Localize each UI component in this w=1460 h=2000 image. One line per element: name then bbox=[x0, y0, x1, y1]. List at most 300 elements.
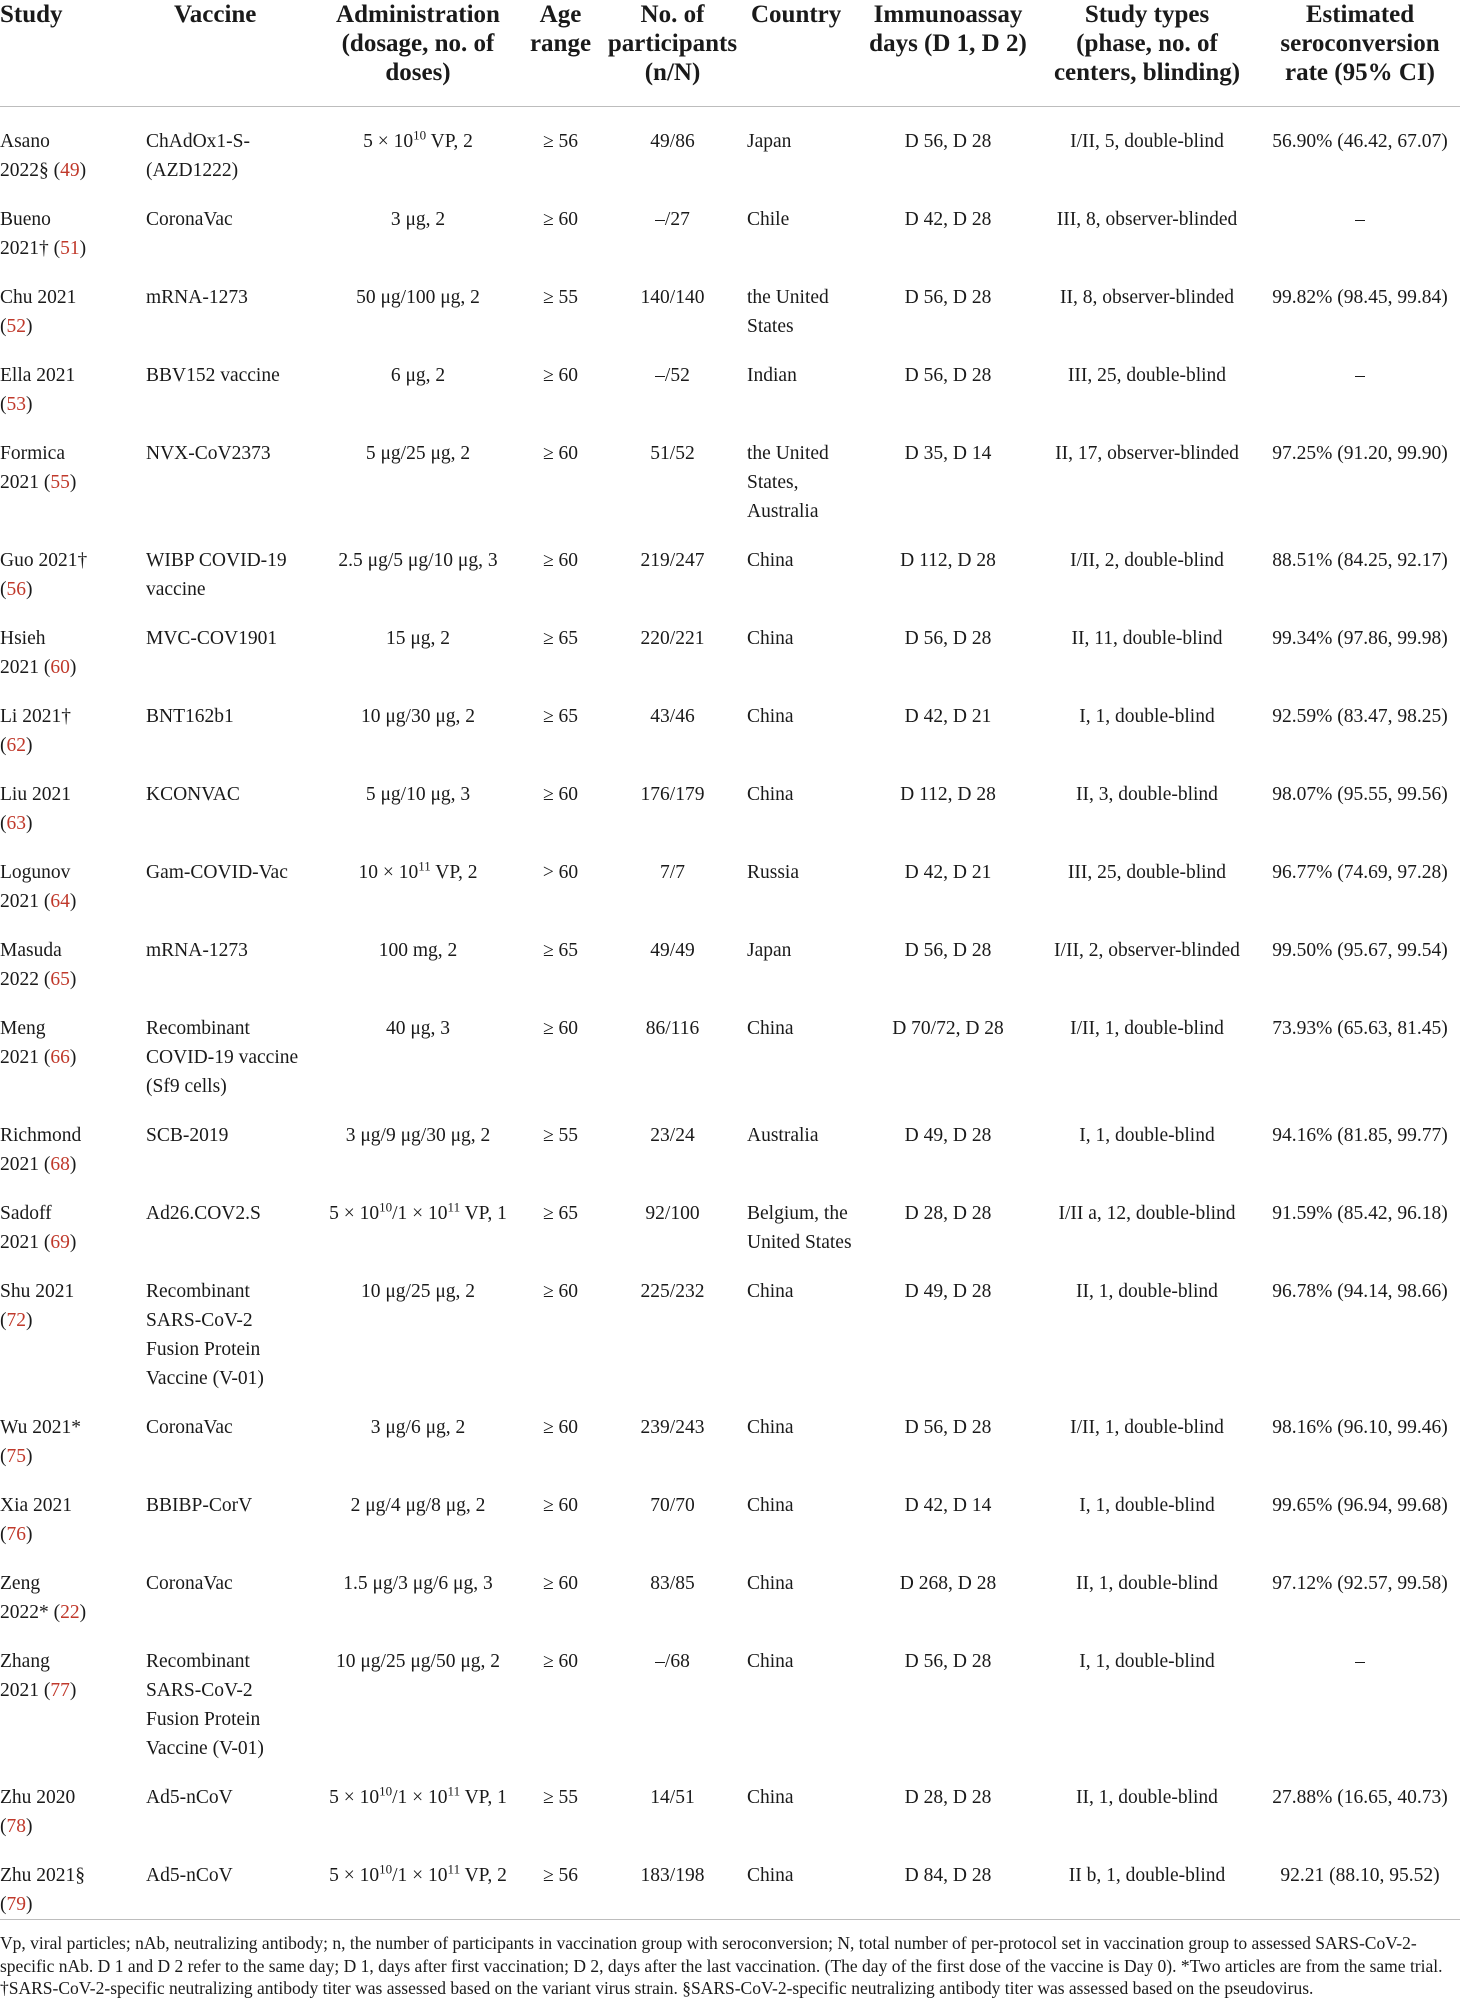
cell-study bbox=[0, 838, 146, 916]
cell-participants: –/68 bbox=[655, 1651, 690, 1672]
cell-study-types: II, 17, observer-blinded bbox=[1055, 443, 1239, 464]
cell-seroconversion-rate: 99.82% (98.45, 99.84) bbox=[1272, 287, 1448, 308]
cell-study-types: III, 8, observer-blinded bbox=[1056, 209, 1238, 230]
study-author: Formica bbox=[0, 443, 65, 464]
cell-seroconversion-rate: 97.25% (91.20, 99.90) bbox=[1272, 443, 1448, 464]
reference-link[interactable]: 64 bbox=[50, 891, 70, 912]
table-row bbox=[0, 1549, 1460, 1627]
cell-age-range: ≥ 60 bbox=[542, 1651, 579, 1672]
cell-study-types: I/II, 1, double-blind bbox=[1070, 1417, 1224, 1438]
reference-link[interactable]: 72 bbox=[6, 1310, 26, 1331]
cell-seroconversion-rate: 96.77% (74.69, 97.28) bbox=[1272, 862, 1448, 883]
cell-participants: 86/116 bbox=[645, 1018, 700, 1039]
cell-country: Australia bbox=[747, 1125, 819, 1146]
cell-study-types: II, 1, double-blind bbox=[1076, 1573, 1218, 1594]
cell-seroconversion-rate: 73.93% (65.63, 81.45) bbox=[1272, 1018, 1448, 1039]
cell-seroconversion-rate: 27.88% (16.65, 40.73) bbox=[1272, 1787, 1448, 1808]
cell-study bbox=[0, 1627, 146, 1763]
cell-vaccine: CoronaVac bbox=[146, 1417, 233, 1438]
cell-seroconversion-rate: 94.16% (81.85, 99.77) bbox=[1272, 1125, 1448, 1146]
cell-administration: 3 μg/6 μg, 2 bbox=[370, 1417, 466, 1438]
header-country: Country bbox=[747, 0, 862, 107]
table-row bbox=[0, 341, 1460, 419]
study-ref-close: ) bbox=[69, 891, 77, 912]
dose-exponent: 10 bbox=[379, 1861, 393, 1877]
study-ref-close: ) bbox=[69, 472, 77, 493]
cell-study-types: II, 1, double-blind bbox=[1076, 1787, 1218, 1808]
cell-vaccine: CoronaVac bbox=[146, 209, 233, 230]
cell-age-range: ≥ 55 bbox=[542, 1787, 579, 1808]
header-age-range: Age range bbox=[523, 0, 598, 107]
cell-administration bbox=[313, 107, 523, 186]
study-year: ( bbox=[0, 394, 7, 415]
cell-country: China bbox=[747, 1787, 794, 1808]
cell-study-types: II, 3, double-blind bbox=[1076, 784, 1218, 805]
cell-participants: 51/52 bbox=[650, 443, 695, 464]
cell-administration: 10 μg/25 μg, 2 bbox=[360, 1281, 476, 1302]
study-year: ( bbox=[0, 735, 7, 756]
cell-study bbox=[0, 526, 146, 604]
dose-base: 10 × 10 bbox=[358, 862, 419, 883]
study-author: Chu 2021 bbox=[0, 287, 77, 308]
study-author: Zhu 2020 bbox=[0, 1787, 76, 1808]
cell-administration: 15 μg, 2 bbox=[385, 628, 451, 649]
cell-country: China bbox=[747, 550, 794, 571]
cell-vaccine: Recombinant SARS-CoV-2 Fusion Protein Vaccine (V-01) bbox=[146, 1281, 264, 1389]
reference-link[interactable]: 79 bbox=[6, 1894, 26, 1915]
study-ref-close: ) bbox=[79, 1602, 87, 1623]
dose-count: VP, 1 bbox=[460, 1203, 507, 1224]
cell-vaccine: NVX-CoV2373 bbox=[146, 443, 271, 464]
study-year: 2021 ( bbox=[0, 1232, 51, 1253]
reference-link[interactable]: 65 bbox=[50, 969, 70, 990]
cell-participants: 220/221 bbox=[640, 628, 705, 649]
cell-participants: 83/85 bbox=[650, 1573, 695, 1594]
dose-count: VP, 1 bbox=[460, 1787, 507, 1808]
dose-exponent: 10 bbox=[379, 1199, 393, 1215]
dose-base: 5 × 10 bbox=[329, 1865, 380, 1886]
study-ref-close: ) bbox=[69, 1154, 77, 1175]
reference-link[interactable]: 49 bbox=[60, 160, 80, 181]
table-row bbox=[0, 994, 1460, 1101]
table-row bbox=[0, 1179, 1460, 1257]
reference-link[interactable]: 76 bbox=[6, 1524, 26, 1545]
cell-seroconversion-rate: 92.21 (88.10, 95.52) bbox=[1280, 1865, 1440, 1886]
table-row bbox=[0, 419, 1460, 526]
cell-immunoassay-days: D 42, D 21 bbox=[904, 862, 992, 883]
cell-age-range: ≥ 65 bbox=[542, 706, 579, 727]
dose-base: 5 × 10 bbox=[329, 1787, 380, 1808]
cell-study bbox=[0, 1841, 146, 1920]
cell-immunoassay-days: D 28, D 28 bbox=[904, 1203, 992, 1224]
dose-exponent: 10 bbox=[413, 127, 427, 143]
table-row bbox=[0, 1763, 1460, 1841]
study-ref-close: ) bbox=[26, 1446, 33, 1467]
cell-seroconversion-rate: – bbox=[1355, 1651, 1365, 1672]
dose-base: 5 × 10 bbox=[329, 1203, 380, 1224]
cell-participants: 239/243 bbox=[640, 1417, 705, 1438]
reference-link[interactable]: 66 bbox=[50, 1047, 70, 1068]
study-author: Zhu 2021§ bbox=[0, 1865, 86, 1886]
cell-study-types: I/II, 2, observer-blinded bbox=[1054, 940, 1240, 961]
cell-age-range: ≥ 60 bbox=[542, 365, 579, 386]
reference-link[interactable]: 78 bbox=[6, 1816, 26, 1837]
study-author: Li 2021† bbox=[0, 706, 71, 727]
cell-seroconversion-rate: 99.50% (95.67, 99.54) bbox=[1272, 940, 1448, 961]
cell-age-range: > 60 bbox=[542, 862, 579, 883]
study-author: Liu 2021 bbox=[0, 784, 71, 805]
reference-link[interactable]: 68 bbox=[50, 1154, 70, 1175]
study-ref-close: ) bbox=[26, 813, 33, 834]
dose-base: 5 × 10 bbox=[363, 131, 414, 152]
cell-immunoassay-days: D 42, D 28 bbox=[904, 209, 992, 230]
cell-study bbox=[0, 1179, 146, 1257]
cell-vaccine: BNT162b1 bbox=[146, 706, 234, 727]
study-ref-close: ) bbox=[26, 316, 33, 337]
dose-exponent-2: 11 bbox=[447, 1783, 461, 1799]
study-year: ( bbox=[0, 1816, 7, 1837]
cell-vaccine: ChAdOx1-S-(AZD1222) bbox=[146, 131, 251, 181]
cell-immunoassay-days: D 56, D 28 bbox=[904, 287, 992, 308]
cell-seroconversion-rate: 97.12% (92.57, 99.58) bbox=[1272, 1573, 1448, 1594]
cell-age-range: ≥ 60 bbox=[542, 1018, 579, 1039]
cell-age-range: ≥ 56 bbox=[542, 1865, 579, 1886]
cell-study bbox=[0, 1257, 146, 1393]
cell-seroconversion-rate: 98.07% (95.55, 99.56) bbox=[1272, 784, 1448, 805]
table-header bbox=[0, 0, 1460, 107]
study-year: 2022* ( bbox=[0, 1602, 61, 1623]
cell-immunoassay-days: D 268, D 28 bbox=[899, 1573, 997, 1594]
header-study-types: Study types (phase, no. of centers, blinding) bbox=[1034, 0, 1260, 107]
cell-study bbox=[0, 107, 146, 186]
table-row bbox=[0, 1393, 1460, 1471]
reference-link[interactable]: 63 bbox=[6, 813, 26, 834]
cell-study-types: I, 1, double-blind bbox=[1079, 706, 1215, 727]
cell-country: China bbox=[747, 706, 794, 727]
cell-age-range: ≥ 55 bbox=[542, 1125, 579, 1146]
header-vaccine: Vaccine bbox=[146, 0, 313, 107]
cell-administration bbox=[313, 838, 523, 916]
cell-participants: 14/51 bbox=[650, 1787, 695, 1808]
cell-age-range: ≥ 56 bbox=[542, 131, 579, 152]
study-author: Shu 2021 bbox=[0, 1281, 75, 1302]
cell-vaccine: Ad26.COV2.S bbox=[146, 1203, 261, 1224]
table-row bbox=[0, 682, 1460, 760]
cell-study-types: III, 25, double-blind bbox=[1067, 862, 1227, 883]
cell-vaccine: Ad5-nCoV bbox=[146, 1787, 233, 1808]
header-row bbox=[0, 0, 1460, 107]
cell-vaccine: MVC-COV1901 bbox=[146, 628, 278, 649]
cell-participants: 92/100 bbox=[645, 1203, 700, 1224]
cell-administration bbox=[313, 1841, 523, 1920]
cell-immunoassay-days: D 70/72, D 28 bbox=[892, 1018, 1004, 1039]
cell-vaccine: CoronaVac bbox=[146, 1573, 233, 1594]
study-year: 2021 ( bbox=[0, 1154, 51, 1175]
cell-seroconversion-rate: 88.51% (84.25, 92.17) bbox=[1272, 550, 1448, 571]
cell-age-range: ≥ 65 bbox=[542, 1203, 579, 1224]
cell-study bbox=[0, 682, 146, 760]
cell-vaccine: mRNA-1273 bbox=[146, 287, 248, 308]
cell-study-types: I, 1, double-blind bbox=[1079, 1651, 1215, 1672]
header-administration: Administration (dosage, no. of doses) bbox=[313, 0, 523, 107]
table-footer bbox=[0, 1920, 1460, 2000]
study-author: Meng bbox=[0, 1018, 46, 1039]
cell-immunoassay-days: D 28, D 28 bbox=[904, 1787, 992, 1808]
cell-administration bbox=[313, 1179, 523, 1257]
study-ref-close: ) bbox=[69, 969, 77, 990]
cell-seroconversion-rate: 92.59% (83.47, 98.25) bbox=[1272, 706, 1448, 727]
cell-participants: –/52 bbox=[655, 365, 690, 386]
reference-link[interactable]: 62 bbox=[6, 735, 26, 756]
cell-study bbox=[0, 419, 146, 526]
cell-administration: 6 μg, 2 bbox=[390, 365, 446, 386]
header-study: Study bbox=[0, 0, 146, 107]
study-year: 2021† ( bbox=[0, 238, 61, 259]
cell-age-range: ≥ 60 bbox=[542, 1573, 579, 1594]
cell-country: China bbox=[747, 1573, 794, 1594]
cell-country: Russia bbox=[747, 862, 800, 883]
reference-link[interactable]: 77 bbox=[50, 1680, 70, 1701]
study-author: Bueno bbox=[0, 209, 51, 230]
cell-seroconversion-rate: 99.65% (96.94, 99.68) bbox=[1272, 1495, 1448, 1516]
cell-country: China bbox=[747, 1651, 794, 1672]
reference-link[interactable]: 52 bbox=[6, 316, 26, 337]
cell-administration bbox=[313, 1763, 523, 1841]
cell-seroconversion-rate: 99.34% (97.86, 99.98) bbox=[1272, 628, 1448, 649]
cell-vaccine: mRNA-1273 bbox=[146, 940, 248, 961]
study-year: ( bbox=[0, 813, 7, 834]
study-ref-close: ) bbox=[26, 1310, 33, 1331]
study-ref-close: ) bbox=[26, 1524, 33, 1545]
cell-study-types: I/II, 5, double-blind bbox=[1070, 131, 1224, 152]
cell-immunoassay-days: D 49, D 28 bbox=[904, 1281, 992, 1302]
cell-immunoassay-days: D 56, D 28 bbox=[904, 131, 992, 152]
cell-study bbox=[0, 341, 146, 419]
cell-study-types: I/II, 2, double-blind bbox=[1070, 550, 1224, 571]
cell-administration: 10 μg/30 μg, 2 bbox=[360, 706, 476, 727]
cell-vaccine: Recombinant SARS-CoV-2 Fusion Protein Vaccine (V-01) bbox=[146, 1651, 264, 1759]
study-year: 2021 ( bbox=[0, 1047, 51, 1068]
cell-study-types: I, 1, double-blind bbox=[1079, 1125, 1215, 1146]
cell-vaccine: Recombinant COVID-19 vaccine (Sf9 cells) bbox=[146, 1018, 299, 1097]
dose-base-2: /1 × 10 bbox=[392, 1787, 448, 1808]
cell-study-types: II, 1, double-blind bbox=[1076, 1281, 1218, 1302]
table-row bbox=[0, 604, 1460, 682]
cell-age-range: ≥ 65 bbox=[542, 628, 579, 649]
cell-administration: 10 μg/25 μg/50 μg, 2 bbox=[335, 1651, 501, 1672]
cell-immunoassay-days: D 56, D 28 bbox=[904, 628, 992, 649]
cell-administration: 2.5 μg/5 μg/10 μg, 3 bbox=[338, 550, 498, 571]
dose-count: VP, 2 bbox=[426, 131, 473, 152]
cell-participants: 7/7 bbox=[660, 862, 685, 883]
cell-participants: 176/179 bbox=[640, 784, 705, 805]
study-ref-close: ) bbox=[26, 579, 33, 600]
table-row bbox=[0, 1101, 1460, 1179]
cell-study bbox=[0, 916, 146, 994]
study-ref-close: ) bbox=[69, 657, 77, 678]
cell-seroconversion-rate: 56.90% (46.42, 67.07) bbox=[1272, 131, 1448, 152]
table-row bbox=[0, 916, 1460, 994]
cell-age-range: ≥ 65 bbox=[542, 940, 579, 961]
study-author: Richmond bbox=[0, 1125, 82, 1146]
study-year: 2021 ( bbox=[0, 891, 51, 912]
cell-study-types: II, 11, double-blind bbox=[1071, 628, 1223, 649]
cell-seroconversion-rate: – bbox=[1355, 365, 1365, 386]
cell-seroconversion-rate: 96.78% (94.14, 98.66) bbox=[1272, 1281, 1448, 1302]
study-ref-close: ) bbox=[79, 160, 87, 181]
dose-exponent: 11 bbox=[418, 858, 431, 874]
study-year: ( bbox=[0, 1310, 7, 1331]
study-author: Guo 2021† bbox=[0, 550, 88, 571]
study-year: ( bbox=[0, 316, 7, 337]
cell-study bbox=[0, 1101, 146, 1179]
study-year: ( bbox=[0, 1524, 7, 1545]
table-row bbox=[0, 185, 1460, 263]
study-author: Logunov bbox=[0, 862, 71, 883]
table-row bbox=[0, 526, 1460, 604]
cell-immunoassay-days: D 42, D 14 bbox=[904, 1495, 992, 1516]
cell-vaccine: Gam-COVID-Vac bbox=[146, 862, 288, 883]
cell-immunoassay-days: D 84, D 28 bbox=[904, 1865, 992, 1886]
dose-exponent-2: 11 bbox=[447, 1199, 461, 1215]
cell-participants: 49/86 bbox=[650, 131, 695, 152]
cell-immunoassay-days: D 56, D 28 bbox=[904, 940, 992, 961]
study-year: ( bbox=[0, 579, 7, 600]
study-author: Zeng bbox=[0, 1573, 41, 1594]
table-row bbox=[0, 107, 1460, 186]
cell-immunoassay-days: D 35, D 14 bbox=[904, 443, 992, 464]
study-year: 2021 ( bbox=[0, 1680, 51, 1701]
reference-link[interactable]: 60 bbox=[50, 657, 70, 678]
cell-country: China bbox=[747, 628, 794, 649]
cell-immunoassay-days: D 49, D 28 bbox=[904, 1125, 992, 1146]
reference-link[interactable]: 69 bbox=[50, 1232, 70, 1253]
reference-link[interactable]: 75 bbox=[6, 1446, 26, 1467]
cell-immunoassay-days: D 56, D 28 bbox=[904, 365, 992, 386]
study-year: ( bbox=[0, 1894, 7, 1915]
cell-administration: 5 μg/10 μg, 3 bbox=[365, 784, 471, 805]
cell-administration: 100 mg, 2 bbox=[378, 940, 458, 961]
cell-age-range: ≥ 55 bbox=[542, 287, 579, 308]
study-author: Wu 2021* bbox=[0, 1417, 81, 1438]
header-immunoassay-days: Immunoassay days (D 1, D 2) bbox=[862, 0, 1034, 107]
study-author: Hsieh bbox=[0, 628, 46, 649]
table-row bbox=[0, 1257, 1460, 1393]
cell-administration: 50 μg/100 μg, 2 bbox=[356, 287, 480, 308]
cell-participants: 49/49 bbox=[650, 940, 695, 961]
study-year: 2021 ( bbox=[0, 657, 51, 678]
cell-study bbox=[0, 1549, 146, 1627]
reference-link[interactable]: 22 bbox=[60, 1602, 80, 1623]
cell-country: Japan bbox=[747, 940, 792, 961]
cell-country: China bbox=[747, 1495, 794, 1516]
study-year: 2022 ( bbox=[0, 969, 51, 990]
cell-participants: 183/198 bbox=[640, 1865, 705, 1886]
cell-study-types: II, 8, observer-blinded bbox=[1060, 287, 1234, 308]
cell-vaccine: KCONVAC bbox=[146, 784, 240, 805]
cell-country: China bbox=[747, 784, 794, 805]
reference-link[interactable]: 55 bbox=[50, 472, 70, 493]
study-author: Zhang bbox=[0, 1651, 50, 1672]
cell-study bbox=[0, 1763, 146, 1841]
cell-country: Indian bbox=[747, 365, 797, 386]
study-author: Ella 2021 bbox=[0, 365, 76, 386]
cell-country: China bbox=[747, 1018, 794, 1039]
cell-country: China bbox=[747, 1865, 794, 1886]
cell-study-types: II b, 1, double-blind bbox=[1068, 1865, 1226, 1886]
cell-vaccine: Ad5-nCoV bbox=[146, 1865, 233, 1886]
table-row bbox=[0, 1471, 1460, 1549]
cell-study bbox=[0, 760, 146, 838]
cell-study bbox=[0, 1471, 146, 1549]
cell-participants: 140/140 bbox=[640, 287, 705, 308]
study-ref-close: ) bbox=[26, 735, 33, 756]
table-row bbox=[0, 838, 1460, 916]
dose-base-2: /1 × 10 bbox=[392, 1203, 448, 1224]
cell-immunoassay-days: D 112, D 28 bbox=[900, 550, 996, 571]
reference-link[interactable]: 56 bbox=[6, 579, 26, 600]
cell-country: China bbox=[747, 1281, 794, 1302]
table-body bbox=[0, 107, 1460, 1920]
header-participants: No. of participants (n/N) bbox=[598, 0, 747, 107]
cell-administration: 3 μg/9 μg/30 μg, 2 bbox=[345, 1125, 491, 1146]
footnote: Vp, viral particles; nAb, neutralizing antibody; n, the number of participants in vaccination group with seroconversion; N, total number of per-protocol set in vaccination group to assessed SARS-CoV-2-specific nAb. D 1 and D 2 refer to the same day; D 1, days after first vaccination; D 2, days after the last vaccination. (The day of the first dose of the vaccine is Day 0). *Two articles are from the same trial. †SARS-CoV-2-specific neutralizing antibody titer was assessed based on the variant virus strain. §SARS-CoV-2-specific neutralizing antibody titer was assessed based on the pseudovirus. bbox=[0, 1920, 1460, 2000]
cell-country: Belgium, the United States bbox=[747, 1203, 852, 1253]
cell-age-range: ≥ 60 bbox=[542, 550, 579, 571]
cell-age-range: ≥ 60 bbox=[542, 784, 579, 805]
cell-administration: 2 μg/4 μg/8 μg, 2 bbox=[350, 1495, 486, 1516]
dose-count: VP, 2 bbox=[430, 862, 478, 883]
reference-link[interactable]: 51 bbox=[60, 238, 80, 259]
cell-age-range: ≥ 60 bbox=[542, 1495, 579, 1516]
cell-participants: 43/46 bbox=[650, 706, 695, 727]
study-ref-close: ) bbox=[26, 1816, 33, 1837]
study-author: Masuda bbox=[0, 940, 62, 961]
cell-participants: –/27 bbox=[655, 209, 690, 230]
study-ref-close: ) bbox=[69, 1680, 77, 1701]
cell-administration: 1.5 μg/3 μg/6 μg, 3 bbox=[343, 1573, 493, 1594]
cell-immunoassay-days: D 56, D 28 bbox=[904, 1417, 992, 1438]
cell-administration: 3 μg, 2 bbox=[390, 209, 446, 230]
table-row bbox=[0, 1841, 1460, 1920]
table-row bbox=[0, 760, 1460, 838]
cell-study bbox=[0, 263, 146, 341]
dose-exponent: 10 bbox=[379, 1783, 393, 1799]
dose-exponent-2: 11 bbox=[447, 1861, 461, 1877]
cell-immunoassay-days: D 42, D 21 bbox=[904, 706, 992, 727]
table-row bbox=[0, 1627, 1460, 1763]
table-row bbox=[0, 263, 1460, 341]
cell-age-range: ≥ 60 bbox=[542, 443, 579, 464]
cell-country: the United States, Australia bbox=[747, 443, 829, 522]
cell-seroconversion-rate: 91.59% (85.42, 96.18) bbox=[1272, 1203, 1448, 1224]
study-year: 2022§ ( bbox=[0, 160, 61, 181]
cell-participants: 70/70 bbox=[650, 1495, 695, 1516]
cell-study-types: I/II a, 12, double-blind bbox=[1058, 1203, 1236, 1224]
cell-participants: 219/247 bbox=[640, 550, 705, 571]
cell-participants: 225/232 bbox=[640, 1281, 705, 1302]
reference-link[interactable]: 53 bbox=[6, 394, 26, 415]
cell-participants: 23/24 bbox=[650, 1125, 695, 1146]
cell-immunoassay-days: D 56, D 28 bbox=[904, 1651, 992, 1672]
cell-seroconversion-rate: – bbox=[1355, 209, 1365, 230]
study-ref-close: ) bbox=[79, 238, 87, 259]
cell-vaccine: BBV152 vaccine bbox=[146, 365, 280, 386]
cell-country: the United States bbox=[747, 287, 829, 337]
dose-count: VP, 2 bbox=[460, 1865, 507, 1886]
cell-country: Japan bbox=[747, 131, 792, 152]
cell-immunoassay-days: D 112, D 28 bbox=[900, 784, 996, 805]
